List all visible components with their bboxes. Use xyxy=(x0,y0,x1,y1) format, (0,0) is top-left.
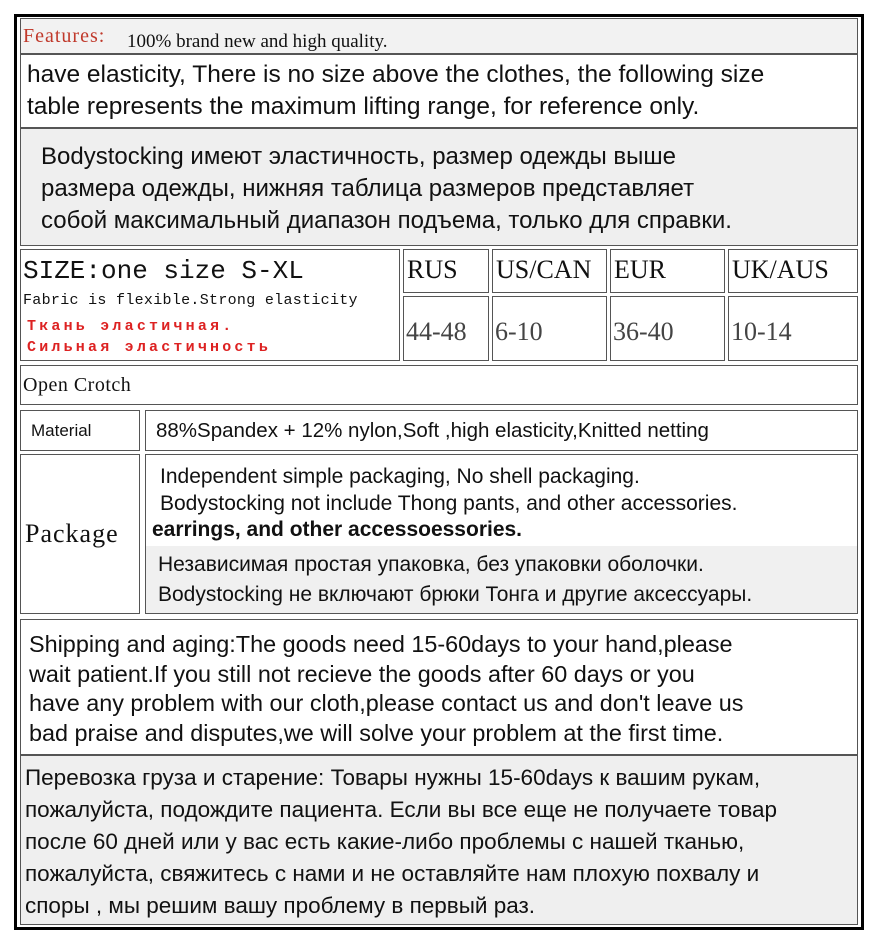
text-line: Перевозка груза и старение: Товары нужны 15-60days к вашим рукам, xyxy=(25,765,761,790)
material-label: Material xyxy=(31,421,92,440)
text-line: после 60 дней или у вас есть какие-либо проблемы с нашей тканью, xyxy=(25,829,745,854)
text-line: Bodystocking имеют эластичность, размер одежды выше xyxy=(41,143,676,170)
size-value-rus xyxy=(403,296,489,361)
style-text: Open Crotch xyxy=(23,374,132,396)
size-header-rus xyxy=(403,249,489,293)
size-note-ru: Сильная эластичность xyxy=(27,339,272,356)
size-value-us-can xyxy=(492,296,607,361)
text-line: пожалуйста, подождите пациента. Если вы все еще не получаете товар xyxy=(25,797,778,822)
material-label-cell xyxy=(20,410,140,451)
size-info xyxy=(20,249,400,361)
style-row xyxy=(20,365,858,405)
size-value-label: 44-48 xyxy=(406,317,467,346)
size-header-eur xyxy=(610,249,725,293)
shipping-english xyxy=(20,619,858,755)
package-label: Package xyxy=(25,519,119,548)
text-line: Shipping and aging:The goods need 15-60days to your hand,please xyxy=(29,631,733,657)
text-line: have any problem with our cloth,please contact us and don't leave us xyxy=(29,690,744,716)
package-value-cell xyxy=(145,454,858,614)
size-header-label: EUR xyxy=(614,255,666,284)
features-label: Features: xyxy=(23,25,106,47)
package-overlap-line: earrings, and other accessoessories. xyxy=(152,518,523,541)
text-line: wait patient.If you still not recieve the goods after 60 days or you xyxy=(29,660,695,687)
text-line: bad praise and disputes,we will solve your problem at the first time. xyxy=(29,719,724,746)
package-line-en: Independent simple packaging, No shell packaging. xyxy=(160,465,640,488)
size-note-ru: Ткань эластичная. xyxy=(27,318,235,335)
size-header-uk-aus xyxy=(728,249,858,293)
package-line-ru: Bodystocking не включают брюки Тонга и другие аксессуары. xyxy=(158,583,753,606)
elasticity-english xyxy=(20,54,858,128)
size-value-label: 36-40 xyxy=(613,317,674,346)
material-value-cell xyxy=(145,410,858,451)
elasticity-russian xyxy=(20,128,858,246)
size-header-label: UK/AUS xyxy=(732,255,829,284)
features-value: 100% brand new and high quality. xyxy=(127,31,388,52)
size-header-label: US/CAN xyxy=(496,255,592,284)
size-value-label: 6-10 xyxy=(495,317,543,346)
package-line-ru: Независимая простая упаковка, без упаковки оболочки. xyxy=(158,553,704,576)
text-line: споры , мы решим вашу проблему в первый раз. xyxy=(25,893,536,918)
text-line: собой максимальный диапазон подъема, только для справки. xyxy=(41,207,732,234)
package-label-cell xyxy=(20,454,140,614)
package-line-en: Bodystocking not include Thong pants, and other accessories. xyxy=(160,492,738,515)
material-value: 88%Spandex + 12% nylon,Soft ,high elasticity,Knitted netting xyxy=(156,419,709,442)
size-header-label: RUS xyxy=(407,255,458,284)
size-header-us-can xyxy=(492,249,607,293)
size-value-label: 10-14 xyxy=(731,317,792,346)
size-subtitle: Fabric is flexible.Strong elasticity xyxy=(23,292,358,309)
shipping-russian xyxy=(20,755,858,925)
text-line: table represents the maximum lifting range, for reference only. xyxy=(27,93,700,120)
size-value-eur xyxy=(610,296,725,361)
size-value-uk-aus xyxy=(728,296,858,361)
text-line: размера одежды, нижняя таблица размеров представляет xyxy=(41,175,695,202)
features-row xyxy=(20,18,858,54)
size-title: SIZE:one size S-XL xyxy=(23,256,304,286)
text-line: пожалуйста, свяжитесь с нами и не оставляйте нам плохую похвалу и xyxy=(25,861,760,886)
text-line: have elasticity, There is no size above the clothes, the following size xyxy=(27,61,765,88)
